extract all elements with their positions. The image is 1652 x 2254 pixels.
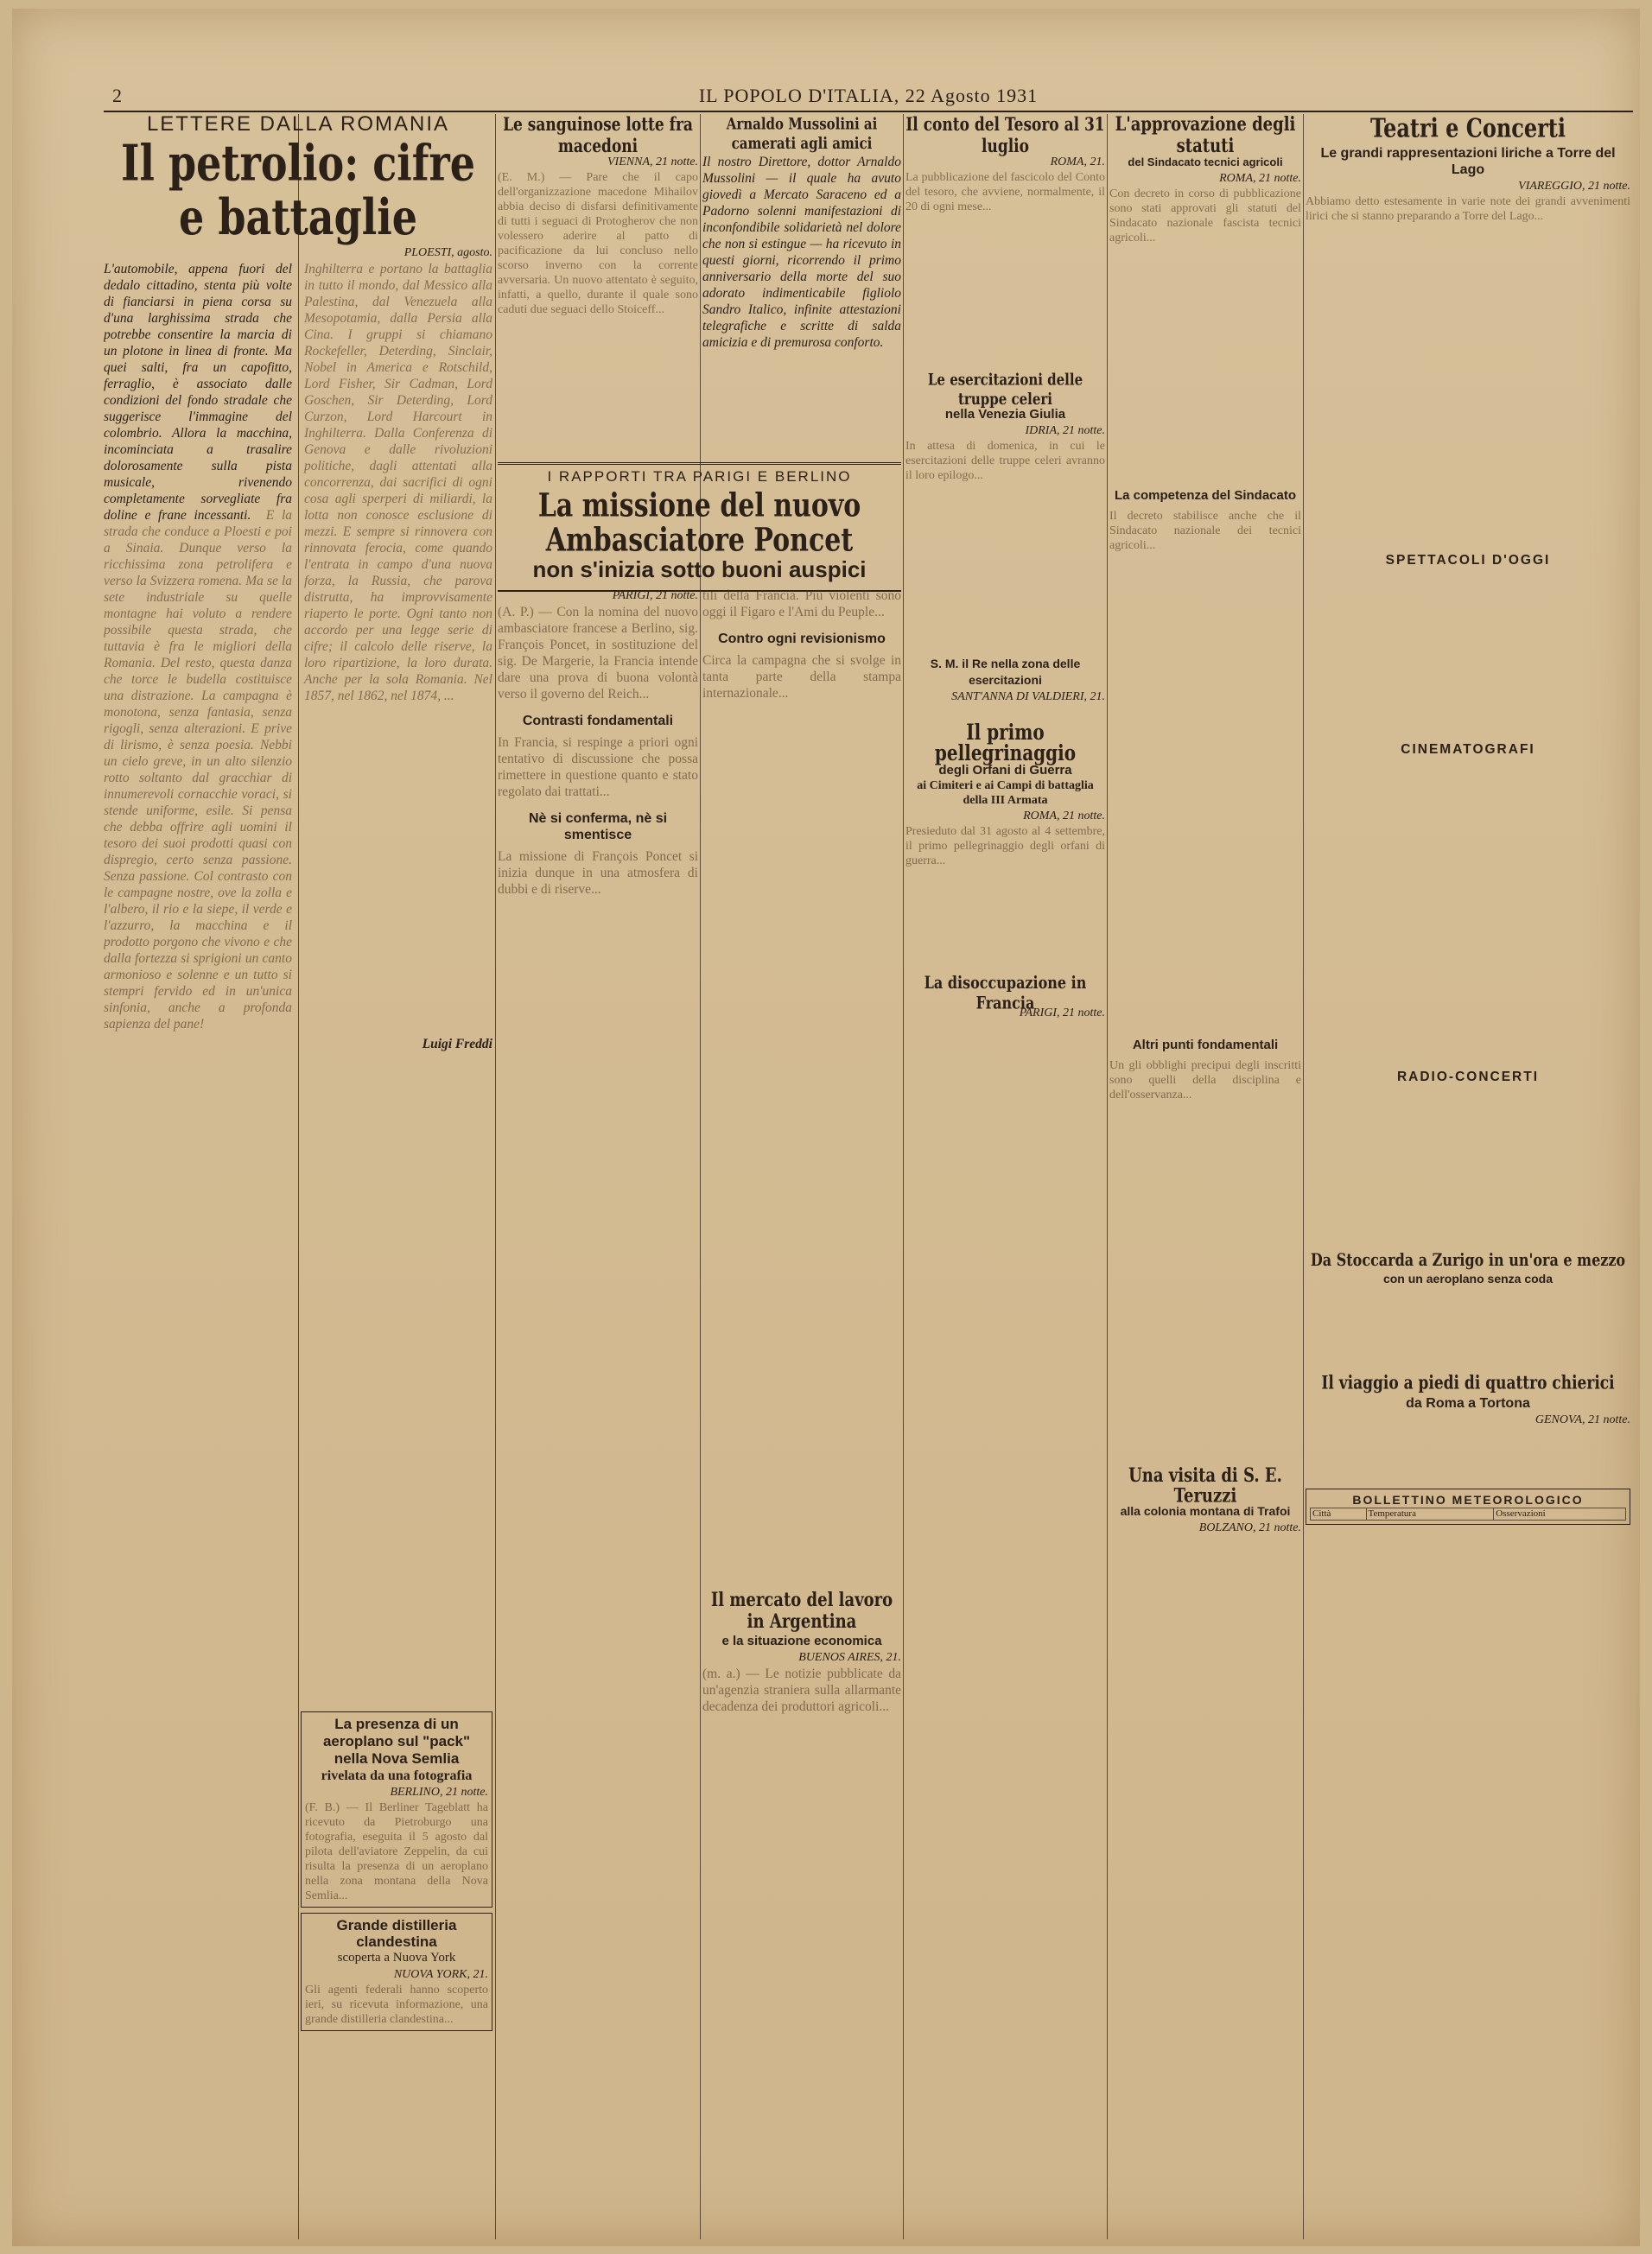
- article-dateline: ROMA, 21 notte.: [1219, 172, 1301, 185]
- column-rule: [495, 114, 496, 2239]
- article-headline: Il petrolio: cifre e battaglie: [120, 133, 475, 246]
- article-headline: L'approvazione degli statuti: [1115, 114, 1296, 157]
- section-heading: SPETTACOLI D'OGGI: [1385, 553, 1551, 568]
- article-subheadline: e la situazione economica: [721, 1634, 882, 1648]
- article-macedoni: Le sanguinose lotte fra macedoni VIENNA, 21 notte. (E. M.) — Pare che il capo dell'organizzazione macedone Mihailov abbia deciso di disfarsi definitivamente di tutti i seguaci di Protogherov che non volessero aderire al patto di pacificazione da lui concluso nello scorso inverno con la corrente avversaria. Un nuovo attentato è seguito, infatti, a quello, durante il quale sono caduti due seguaci dello Stoiceff...: [498, 114, 698, 316]
- story-subheadline: da Roma a Tortona: [1406, 1396, 1530, 1411]
- column-rule: [700, 114, 701, 2239]
- section-headline: Teatri e Concerti: [1369, 114, 1566, 143]
- story-subheadline: nella Venezia Giulia: [944, 407, 1066, 422]
- article-signature: Luigi Freddi: [422, 1037, 492, 1051]
- section-heading: Contrasti fondamentali: [522, 714, 674, 728]
- story-headline: Il viaggio a piedi di quattro chierici: [1321, 1372, 1615, 1394]
- story-headline: S. M. il Re nella zona delle esercitazioni: [930, 657, 1081, 687]
- story-dateline: GENOVA, 21 notte.: [1534, 1413, 1630, 1426]
- newspaper-date-line: IL POPOLO D'ITALIA, 22 Agosto 1931: [698, 85, 1039, 106]
- story-aeroplano: La presenza di un aeroplano sul "pack" nella Nova Semlia rivelata da una fotografia BERLINO, 21 notte. (F. B.) — Il Berliner Tageblatt ha ricevuto da Pietroburgo una fotografia, eseguita il 5 agosto dal pilota dell'aviatore Zeppelin, da cui risulta la presenza di un aeroplano nella zona montana della Nova Semlia...: [301, 1711, 492, 1908]
- meteo-bulletin: [1306, 1489, 1630, 1525]
- column-8: Teatri e Concerti Le grandi rappresentazioni liriche a Torre del Lago VIAREGGIO, 21 notte. Abbiamo detto estesamente in varie note dei grandi avvenimenti lirici che si stanno preparando a Torre del Lago... SPETTACOLI D'OGGI CINEMATOGRAFI RADIO-CONCERTI Da Stoccarda a Zurigo in un'ora e mezzo con un aeroplano senza coda Il viaggio a piedi di quattro chierici da Roma a Tortona GENOVA, 21 notte. BOLLETTINO METEOROLOGICO Città Temperatura Osservazioni: [1306, 114, 1630, 2239]
- article-dateline: PARIGI, 21 notte.: [612, 589, 698, 602]
- masthead-rule: [104, 111, 1633, 112]
- article-lead: L'automobile, appena fuori del dedalo cittadino, stenta più volte di fianciarsi in piena corsa su d'una larghissima strada che potrebbe consentire la marcia di un plotone in linea di fronte. Ma quei salti, fra un capofitto, ferraglio, è associato dalle condizioni del fondo stradale che suggerisce l'immagine del colombrio. Allora la macchina, incominciata a trasalire dolorosamente sulla pista musicale, rivenendo completamente sorvegliate fra doline e frane incessanti.: [104, 262, 292, 523]
- column-6: Il conto del Tesoro al 31 luglio ROMA, 21. La pubblicazione del fascicolo del Conto del tesoro, che avviene, normalmente, il 20 di ogni mese... Le esercitazioni delle truppe celeri nella Venezia Giulia IDRIA, 21 notte. In attesa di domenica, in cui le esercitazioni delle truppe celeri avranno il loro epilogo... S. M. il Re nella zona delle esercitazioni SANT'ANNA DI VALDIERI, 21. Il primo pellegrinaggio degli Orfani di Guerra ai Cimiteri e ai Campi di battaglia della III Armata ROMA, 21 notte. Presieduto dal 31 agosto al 4 settembre, il primo pellegrinaggio degli orfani di guerra... La disoccupazione in Francia PARIGI, 21 notte.: [905, 114, 1105, 1019]
- banner-subheadline: non s'inizia sotto buoni auspici: [532, 556, 867, 582]
- article-dateline: BUENOS AIRES, 21.: [798, 1651, 901, 1664]
- section-heading: La competenza del Sindacato: [1114, 488, 1297, 503]
- meteo-header: Osservazioni: [1494, 1508, 1626, 1521]
- article-poncet-col2: tili della Francia. Più violenti sono oggi il Figaro e l'Ami du Peuple... Contro ogni revisionismo Circa la campagna che si svolge in tanta parte della stampa internazionale...: [702, 588, 901, 701]
- article-headline: Le sanguinose lotte fra macedoni: [503, 114, 693, 157]
- story-headline: Da Stoccarda a Zurigo in un'ora e mezzo: [1310, 1249, 1626, 1270]
- story-dateline: IDRIA, 21 notte.: [1025, 424, 1105, 437]
- story-dateline: PARIGI, 21 notte.: [1019, 1006, 1105, 1019]
- story-subheadline: degli Orfani di Guerra: [938, 763, 1072, 778]
- article-dateline: VIENNA, 21 notte.: [607, 156, 698, 168]
- section-heading: RADIO-CONCERTI: [1396, 1070, 1540, 1084]
- banner-poncet: [498, 462, 901, 592]
- story-kicker: ai Cimiteri e ai Campi di battaglia della III Armata: [917, 779, 1094, 807]
- column-rule: [1107, 114, 1108, 2239]
- story-dateline: SANT'ANNA DI VALDIERI, 21.: [951, 690, 1105, 703]
- meteo-header: Temperatura: [1366, 1508, 1494, 1521]
- story-headline: Le esercitazioni delle truppe celeri: [927, 370, 1083, 409]
- story-dateline: NUOVA YORK, 21.: [393, 1968, 488, 1981]
- column-rule: [1303, 114, 1304, 2239]
- banner-kicker: I RAPPORTI TRA PARIGI E BERLINO: [547, 468, 852, 485]
- article-headline: Il mercato del lavoro in Argentina: [710, 1590, 893, 1633]
- article-dateline: ROMA, 21.: [1050, 156, 1105, 168]
- article-subheadline: Le grandi rappresentazioni liriche a Torre del Lago: [1320, 146, 1616, 177]
- article-mussolini: [702, 114, 901, 455]
- article-subheadline: del Sindacato tecnici agricoli: [1128, 156, 1283, 168]
- section-heading: Altri punti fondamentali: [1132, 1038, 1279, 1052]
- article-body: L'automobile, appena fuori del dedalo cittadino, stenta più volte di fianciarsi in piena corsa su d'una larghissima strada che potrebbe consentire la marcia di un plotone in linea di fronte. Ma quei salti, fra un capofitto, ferraglio, è associato dalle condizioni del fondo stradale che suggerisce l'immagine del colombrio. Allora la macchina, incominciata a trasalire dolorosamente sulla pista musicale, rivenendo completamente sorvegliate fra doline e frane incessanti. E la strada che conduce a Ploesti e poi a Sinaia. Dunque verso la ricchissima zona petrolifera e verso la Svizzera romena. Ma se la sete industriale su quelle montagne hai voluto a rendere possibile questa strada, che tuttavia è fra le migliori della Romania. Del resto, questa danza che torce le budella costituisce una distrazione. La campagna è monotona, senza fantasia, senza rigogli, senza alterazioni. E prive di lirismo, è senza poesia. Nebbi un cielo greve, in un alto silenzio rotto soltanto dal gracchiar di innumerevoli cornacchie voraci, si stende uniforme, esile. Si pensa che debba offrire agli uomini il tesoro dei suoi prodotti quasi con dispregio, certo senza passione. Senza passione. Col contrasto con le campagne nostre, ove la zolla e l'albero, il rio e la siepe, il verde e l'azzurro, la macchina e il prodotto porgono che vivono e che dalla fortezza si sprigioni un canto armonioso e solenne e un tutto si stempri fervido ed in un'unica sinfonia, anche a profonda sapienza del pane!: [104, 262, 293, 1032]
- story-headline: Una visita di S. E. Teruzzi: [1128, 1464, 1282, 1508]
- story-dateline: BERLINO, 21 notte.: [390, 1786, 488, 1799]
- story-headline: Grande distilleria clandestina: [336, 1917, 457, 1950]
- article-argentina: Il mercato del lavoro in Argentina e la situazione economica BUENOS AIRES, 21. (m. a.) — Le notizie pubblicate da un'agenzia straniera sulla allarmante decadenza dei produttori agricoli...: [702, 1590, 901, 1714]
- article-kicker: LETTERE DALLA ROMANIA: [146, 114, 450, 136]
- meteo-header: Città: [1311, 1508, 1367, 1521]
- story-dateline: BOLZANO, 21 notte.: [1198, 1521, 1301, 1534]
- meteo-table: [1310, 1508, 1626, 1521]
- story-subheadline: scoperta a Nuova York: [337, 1951, 456, 1965]
- story-headline: Il primo pellegrinaggio: [934, 719, 1077, 765]
- article-headline: Il conto del Tesoro al 31 luglio: [905, 114, 1105, 157]
- story-distilleria: Grande distilleria clandestina scoperta a Nuova York NUOVA YORK, 21. Gli agenti federali hanno scoperto ieri, su ricevuta informazione, una grande distilleria clandestina...: [301, 1913, 492, 2031]
- column-7: L'approvazione degli statuti del Sindacato tecnici agricoli ROMA, 21 notte. Con decreto in corso di pubblicazione sono stati approvati gli statuti del Sindacato nazionale fascista tecnici agricoli... La competenza del Sindacato Il decreto stabilisce anche che il Sindacato nazionale dei tecnici agricoli... Altri punti fondamentali Un gli obblighi precipui degli inscritti sono quelli della disciplina e dell'osservanza... Una visita di S. E. Teruzzi alla colonia montana di Trafoi BOLZANO, 21 notte.: [1109, 114, 1301, 1534]
- article-poncet-col1: PARIGI, 21 notte. (A. P.) — Con la nomina del nuovo ambasciatore francese a Berlino, sig. François Poncet, in sostituzione del sig. De Margerie, la Francia intende dare una prova di buona volontà verso il governo del Reich... Contrasti fondamentali In Francia, si respinge a priori ogni tentativo di discussione che possa rimettere in questione quanto e stato regolato dai trattati... Nè si conferma, nè si smentisce La missione di François Poncet si inizia dunque in una atmosfera di dubbi e di riserve...: [498, 589, 698, 897]
- article-body: Il nostro Direttore, dottor Arnaldo Mussolini — il quale ha avuto giovedì a Mercato Saraceno ed a Padorno solenni manifestazioni di inconfondibile solidarietà nel dolore che non si estingue — ha ricevuto in questi giorni, ricorrendo il primo anniversario della morte del suo adorato indimenticabile figliolo Sandro Italico, infinite attestazioni telegrafiche e scritte di salda amicizia e di premurosa conforto.: [702, 155, 901, 350]
- story-subheadline: con un aeroplano senza coda: [1382, 1272, 1554, 1286]
- section-heading: Contro ogni revisionismo: [718, 632, 886, 646]
- story-dateline: ROMA, 21 notte.: [1023, 810, 1105, 822]
- masthead: [104, 83, 1633, 109]
- article-dateline: VIAREGGIO, 21 notte.: [1518, 180, 1630, 193]
- banner-headline: La missione del nuovo Ambasciatore Poncet: [537, 486, 861, 560]
- page-number: 2: [112, 85, 123, 106]
- column-rule: [903, 114, 904, 2239]
- article-headline: Arnaldo Mussolini ai camerati agli amici: [726, 114, 878, 153]
- meteo-title: BOLLETTINO METEOROLOGICO: [1352, 1493, 1584, 1507]
- story-subheadline: rivelata da una fotografia: [321, 1768, 473, 1783]
- article-body-continued: Inghilterra e portano la battaglia in tutto il mondo, dal Messico alla Palestina, dal Venezuela alla Mesopotamia, dalla Persia alla Cina. I gruppi si chiamano Rockefeller, Deterding, Sinclair, Nobel in America e Rotschild, Lord Fisher, Sir Cadman, Lord Goschen, Sir Deterding, Lord Curzon, Lord Harcourt in Inghilterra. Dalla Conferenza di Genova e dalle rivoluzioni politiche, dagli attentati alla concorrenza, dai sacrifici di ogni cosa agli sperperi di miliardi, la lotta non conosce esclusione di mezzi. E sempre si rinnovera con rinnovata ferocia, come quando l'entrata in campo d'una nuova forza, la Russia, che parova distrutta, ha improvvisamente riaperto le porte. Ogni tanto non accordo per una legge serie di cifre; il calcolo delle riserve, la loro ripartizione, la loro durata. Anche per la sola Romania. Nel 1857, nel 1862, nel 1874, ...: [304, 262, 492, 703]
- section-heading: Nè si conferma, nè si smentisce: [528, 811, 668, 842]
- story-headline: La disoccupazione in Francia: [924, 972, 1087, 1013]
- column-2-lower: [301, 1706, 492, 2242]
- article-dateline: PLOESTI, agosto.: [403, 246, 492, 259]
- section-heading: CINEMATOGRAFI: [1401, 742, 1535, 757]
- story-subheadline: alla colonia montana di Trafoi: [1120, 1504, 1291, 1518]
- story-headline: La presenza di un aeroplano sul "pack" nella Nova Semlia: [322, 1716, 471, 1767]
